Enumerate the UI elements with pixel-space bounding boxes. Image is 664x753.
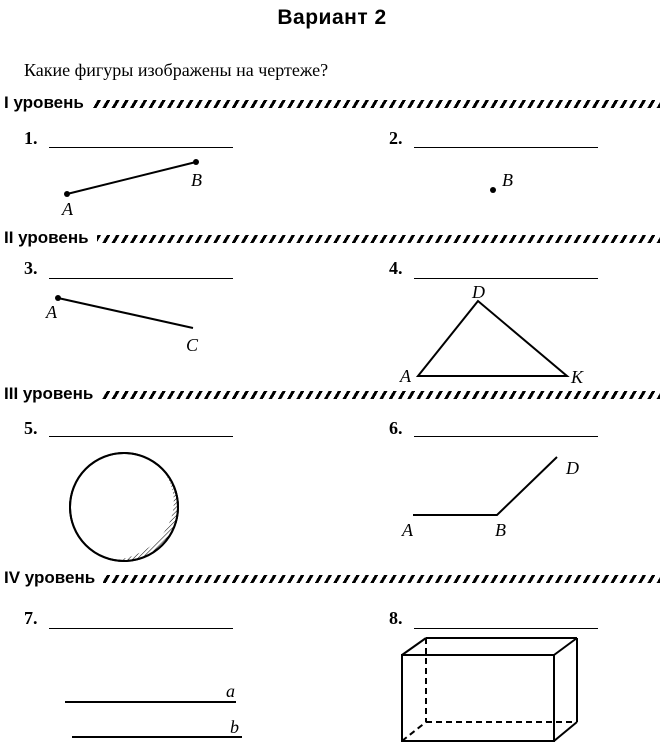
item-number-2: 2. (389, 128, 403, 148)
item-number-6: 6. (389, 418, 403, 438)
point-label: K (571, 367, 584, 387)
level-label: I уровень (4, 93, 84, 112)
figure-segment-ab (61, 159, 202, 219)
item-number-5: 5. (24, 418, 38, 438)
point-label: D (566, 458, 579, 478)
point-label: A (46, 302, 57, 322)
figure-sphere (70, 450, 210, 600)
figure-broken-line (401, 457, 579, 540)
page-title: Вариант 2 (277, 6, 387, 29)
item-number-7: 7. (24, 608, 38, 628)
item-number-1: 1. (24, 128, 38, 148)
point-label: B (495, 520, 506, 540)
item-number-3: 3. (24, 258, 38, 278)
item-number-8: 8. (389, 608, 403, 628)
line-label: a (226, 681, 235, 701)
question-text: Какие фигуры изображены на чертеже? (24, 60, 329, 80)
point-label: A (402, 520, 413, 540)
figure-point-b (490, 170, 513, 193)
figure-triangle-dak (399, 282, 584, 387)
figure-ray-ac (45, 295, 199, 355)
point-label: C (186, 335, 199, 355)
point-label: B (191, 170, 202, 190)
line-label: b (230, 717, 239, 737)
figure-box (402, 638, 577, 741)
level-label: III уровень (4, 384, 94, 403)
level-label: IV уровень (4, 568, 96, 587)
level-label: II уровень (4, 228, 89, 247)
point-label: A (62, 199, 73, 219)
figure-parallel-lines (65, 681, 242, 737)
point-label: D (472, 282, 485, 302)
point-label: A (400, 366, 411, 386)
point-label: B (502, 170, 513, 190)
item-number-4: 4. (389, 258, 403, 278)
